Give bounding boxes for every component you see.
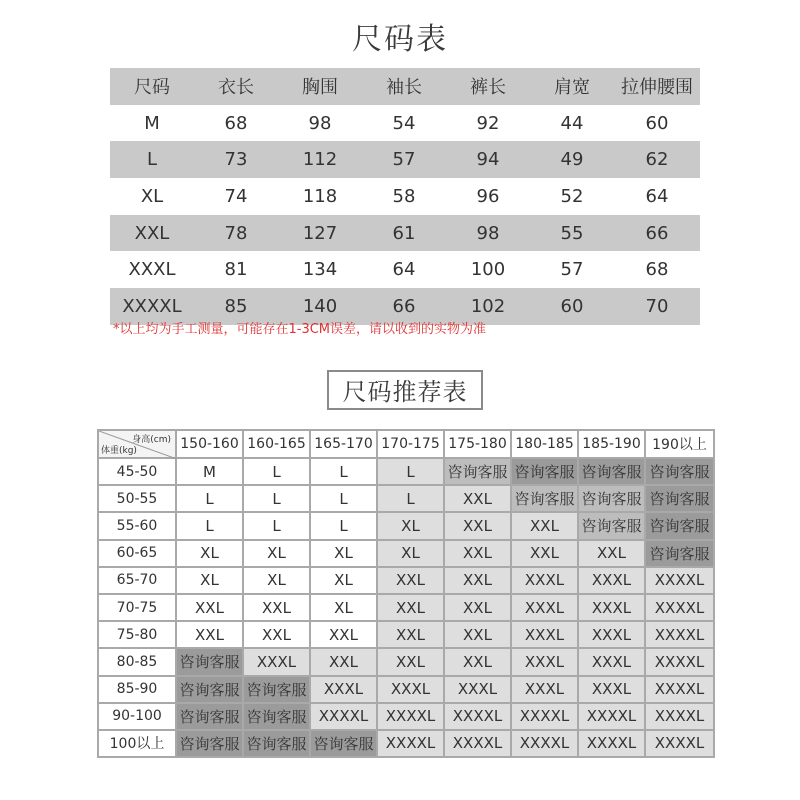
size-header-cell: 尺码 (110, 68, 194, 105)
recommend-row (98, 512, 714, 539)
weight-cell: 80-85 (98, 648, 176, 675)
recommend-cell: XXXL (578, 648, 645, 675)
height-header-cell: 175-180 (444, 430, 511, 458)
recommend-header-row (98, 430, 714, 458)
size-cell: L (110, 141, 194, 178)
size-header-cell: 裤长 (446, 68, 530, 105)
recommend-row (98, 703, 714, 730)
size-cell: XL (140, 185, 164, 207)
weight-cell: 65-70 (98, 567, 176, 594)
height-header-cell: 170-175 (377, 430, 444, 458)
recommend-cell: XXXL (511, 567, 578, 594)
size-cell: 58 (392, 185, 416, 207)
size-cell: 54 (392, 112, 416, 134)
size-cell: 60 (645, 112, 669, 134)
weight-cell: 100以上 (98, 730, 176, 757)
size-header-cell: 衣长 (194, 68, 278, 105)
recommend-cell: XXL (578, 540, 645, 567)
recommend-cell: XXL (377, 648, 444, 675)
recommend-cell: XXL (310, 621, 377, 648)
recommend-cell: XXXL (511, 676, 578, 703)
recommend-row (98, 648, 714, 675)
recommend-cell: XXXL (578, 621, 645, 648)
recommend-cell: L (377, 458, 444, 485)
recommend-cell: L (377, 485, 444, 512)
recommend-cell: L (310, 485, 377, 512)
recommend-cell: XXXL (511, 648, 578, 675)
size-cell: 102 (446, 288, 530, 325)
recommend-cell: 咨询客服 (243, 676, 310, 703)
size-cell: 70 (614, 288, 700, 325)
recommend-cell: XXL (444, 648, 511, 675)
weight-cell: 75-80 (98, 621, 176, 648)
recommend-cell: 咨询客服 (511, 458, 578, 485)
recommend-cell: 咨询客服 (176, 730, 243, 757)
size-header-row (110, 68, 700, 105)
size-cell: 49 (530, 141, 614, 178)
size-cell: 55 (530, 215, 614, 252)
recommend-cell: 咨询客服 (645, 512, 714, 539)
recommend-cell: L (176, 485, 243, 512)
recommend-cell: XXL (310, 648, 377, 675)
recommend-cell: XXL (243, 621, 310, 648)
weight-cell: 60-65 (98, 540, 176, 567)
size-cell: 68 (645, 259, 669, 281)
size-cell: 66 (614, 215, 700, 252)
recommend-row (98, 621, 714, 648)
size-row (110, 105, 700, 142)
recommend-cell: XXXL (243, 648, 310, 675)
recommend-cell: XXL (444, 594, 511, 621)
recommend-cell: L (243, 512, 310, 539)
size-cell: 52 (560, 185, 584, 207)
recommend-cell: 咨询客服 (444, 458, 511, 485)
recommend-cell: XL (176, 540, 243, 567)
recommend-cell: 咨询客服 (511, 485, 578, 512)
recommend-cell: XL (377, 512, 444, 539)
recommend-cell: XXL (377, 621, 444, 648)
recommend-cell: 咨询客服 (645, 485, 714, 512)
size-cell: 61 (362, 215, 446, 252)
size-row (110, 251, 700, 288)
recommend-row (98, 540, 714, 567)
size-cell: 74 (224, 185, 248, 207)
recommend-cell: XXXL (511, 621, 578, 648)
recommend-cell: XXL (444, 567, 511, 594)
recommend-cell: XL (310, 540, 377, 567)
recommend-cell: XXXXL (578, 703, 645, 730)
size-header-cell: 袖长 (362, 68, 446, 105)
recommend-cell: XL (176, 567, 243, 594)
height-header-cell: 190以上 (645, 430, 714, 458)
size-cell: 78 (194, 215, 278, 252)
recommend-cell: 咨询客服 (578, 512, 645, 539)
size-cell: 96 (476, 185, 500, 207)
recommend-cell: 咨询客服 (243, 730, 310, 757)
recommend-row (98, 676, 714, 703)
size-cell: 98 (446, 215, 530, 252)
size-cell: 66 (362, 288, 446, 325)
size-chart-table (110, 68, 700, 325)
recommend-cell: L (310, 512, 377, 539)
recommend-row (98, 730, 714, 757)
size-cell: 98 (308, 112, 332, 134)
height-header-cell: 185-190 (578, 430, 645, 458)
weight-cell: 50-55 (98, 485, 176, 512)
size-cell: 73 (194, 141, 278, 178)
recommend-cell: 咨询客服 (310, 730, 377, 757)
recommend-cell: XXL (444, 621, 511, 648)
recommend-cell: XXXXL (578, 730, 645, 757)
size-cell: 62 (614, 141, 700, 178)
recommend-cell: XXXXL (377, 730, 444, 757)
recommend-chart-table (97, 429, 715, 758)
recommend-cell: L (176, 512, 243, 539)
recommend-row (98, 567, 714, 594)
size-cell: 140 (278, 288, 362, 325)
size-cell: 64 (392, 259, 416, 281)
size-row (110, 178, 700, 215)
recommend-cell: XXXXL (310, 703, 377, 730)
recommend-cell: XL (243, 567, 310, 594)
size-cell: XXXXL (110, 288, 194, 325)
size-cell: 57 (560, 259, 584, 281)
size-cell: 100 (470, 259, 506, 281)
recommend-cell: XXXL (444, 676, 511, 703)
recommend-cell: XXL (176, 621, 243, 648)
recommend-cell: XXXL (377, 676, 444, 703)
corner-weight-label: 体重(kg) (101, 446, 137, 456)
corner-height-label: 身高(cm) (132, 435, 171, 445)
size-cell: M (144, 112, 160, 134)
recommend-cell: XXXL (578, 676, 645, 703)
recommend-row (98, 458, 714, 485)
height-header-cell: 180-185 (511, 430, 578, 458)
recommend-cell: XXXXL (377, 703, 444, 730)
size-cell: 92 (476, 112, 500, 134)
recommend-cell: XL (310, 567, 377, 594)
height-header-cell: 150-160 (176, 430, 243, 458)
size-cell: 118 (302, 185, 338, 207)
height-header-cell: 160-165 (243, 430, 310, 458)
recommend-row (98, 594, 714, 621)
recommend-cell: XXL (377, 567, 444, 594)
size-header-cell: 肩宽 (530, 68, 614, 105)
recommend-cell: XL (243, 540, 310, 567)
recommend-cell: XXL (511, 540, 578, 567)
measurement-note: *以上均为手工测量，可能存在1-3CM误差，请以收到的实物为准 (113, 322, 487, 337)
size-header-cell: 拉伸腰围 (614, 68, 700, 105)
size-cell: XXXL (128, 259, 176, 281)
recommend-cell: L (243, 485, 310, 512)
weight-cell: 90-100 (98, 703, 176, 730)
recommend-cell: XXXXL (444, 703, 511, 730)
size-row (110, 215, 700, 252)
recommend-cell: XXL (444, 485, 511, 512)
recommend-cell: 咨询客服 (578, 458, 645, 485)
size-cell: 44 (560, 112, 584, 134)
recommend-chart-title: 尺码推荐表 (327, 370, 483, 410)
recommend-cell: XXXXL (645, 676, 714, 703)
recommend-cell: 咨询客服 (645, 540, 714, 567)
recommend-cell: L (310, 458, 377, 485)
size-cell: 94 (446, 141, 530, 178)
recommend-cell: XXXXL (645, 648, 714, 675)
recommend-cell: XXL (511, 512, 578, 539)
recommend-cell: 咨询客服 (243, 703, 310, 730)
size-cell: 57 (362, 141, 446, 178)
size-cell: 64 (645, 185, 669, 207)
height-header-cell: 165-170 (310, 430, 377, 458)
size-header-cell: 胸围 (278, 68, 362, 105)
recommend-cell: XXXL (578, 594, 645, 621)
size-cell: 68 (224, 112, 248, 134)
recommend-cell: XXXL (578, 567, 645, 594)
recommend-cell: XXXXL (511, 730, 578, 757)
weight-cell: 55-60 (98, 512, 176, 539)
size-chart-title: 尺码表 (352, 22, 448, 57)
recommend-cell: XXXXL (645, 703, 714, 730)
recommend-cell: XXL (444, 512, 511, 539)
recommend-cell: XXXXL (645, 621, 714, 648)
recommend-cell: XL (377, 540, 444, 567)
recommend-cell: 咨询客服 (645, 458, 714, 485)
size-cell: 112 (278, 141, 362, 178)
recommend-cell: XL (310, 594, 377, 621)
size-cell: 134 (302, 259, 338, 281)
weight-cell: 85-90 (98, 676, 176, 703)
recommend-cell: M (176, 458, 243, 485)
size-cell: XXL (110, 215, 194, 252)
recommend-cell: XXXL (511, 594, 578, 621)
weight-cell: 45-50 (98, 458, 176, 485)
size-cell: 85 (194, 288, 278, 325)
recommend-cell: XXXXL (645, 567, 714, 594)
recommend-cell: XXXXL (645, 730, 714, 757)
recommend-cell: XXL (444, 540, 511, 567)
recommend-cell: XXXXL (645, 594, 714, 621)
recommend-row (98, 485, 714, 512)
recommend-cell: 咨询客服 (176, 648, 243, 675)
recommend-cell: XXXL (310, 676, 377, 703)
recommend-cell: 咨询客服 (176, 676, 243, 703)
recommend-cell: XXL (377, 594, 444, 621)
size-row (110, 141, 700, 178)
recommend-cell: 咨询客服 (578, 485, 645, 512)
recommend-cell: 咨询客服 (176, 703, 243, 730)
recommend-cell: XXL (176, 594, 243, 621)
weight-cell: 70-75 (98, 594, 176, 621)
recommend-cell: XXL (243, 594, 310, 621)
corner-cell (98, 430, 176, 458)
size-cell: 127 (278, 215, 362, 252)
size-cell: 81 (224, 259, 248, 281)
recommend-cell: XXXXL (444, 730, 511, 757)
size-cell: 60 (530, 288, 614, 325)
recommend-cell: XXXXL (511, 703, 578, 730)
recommend-cell: L (243, 458, 310, 485)
